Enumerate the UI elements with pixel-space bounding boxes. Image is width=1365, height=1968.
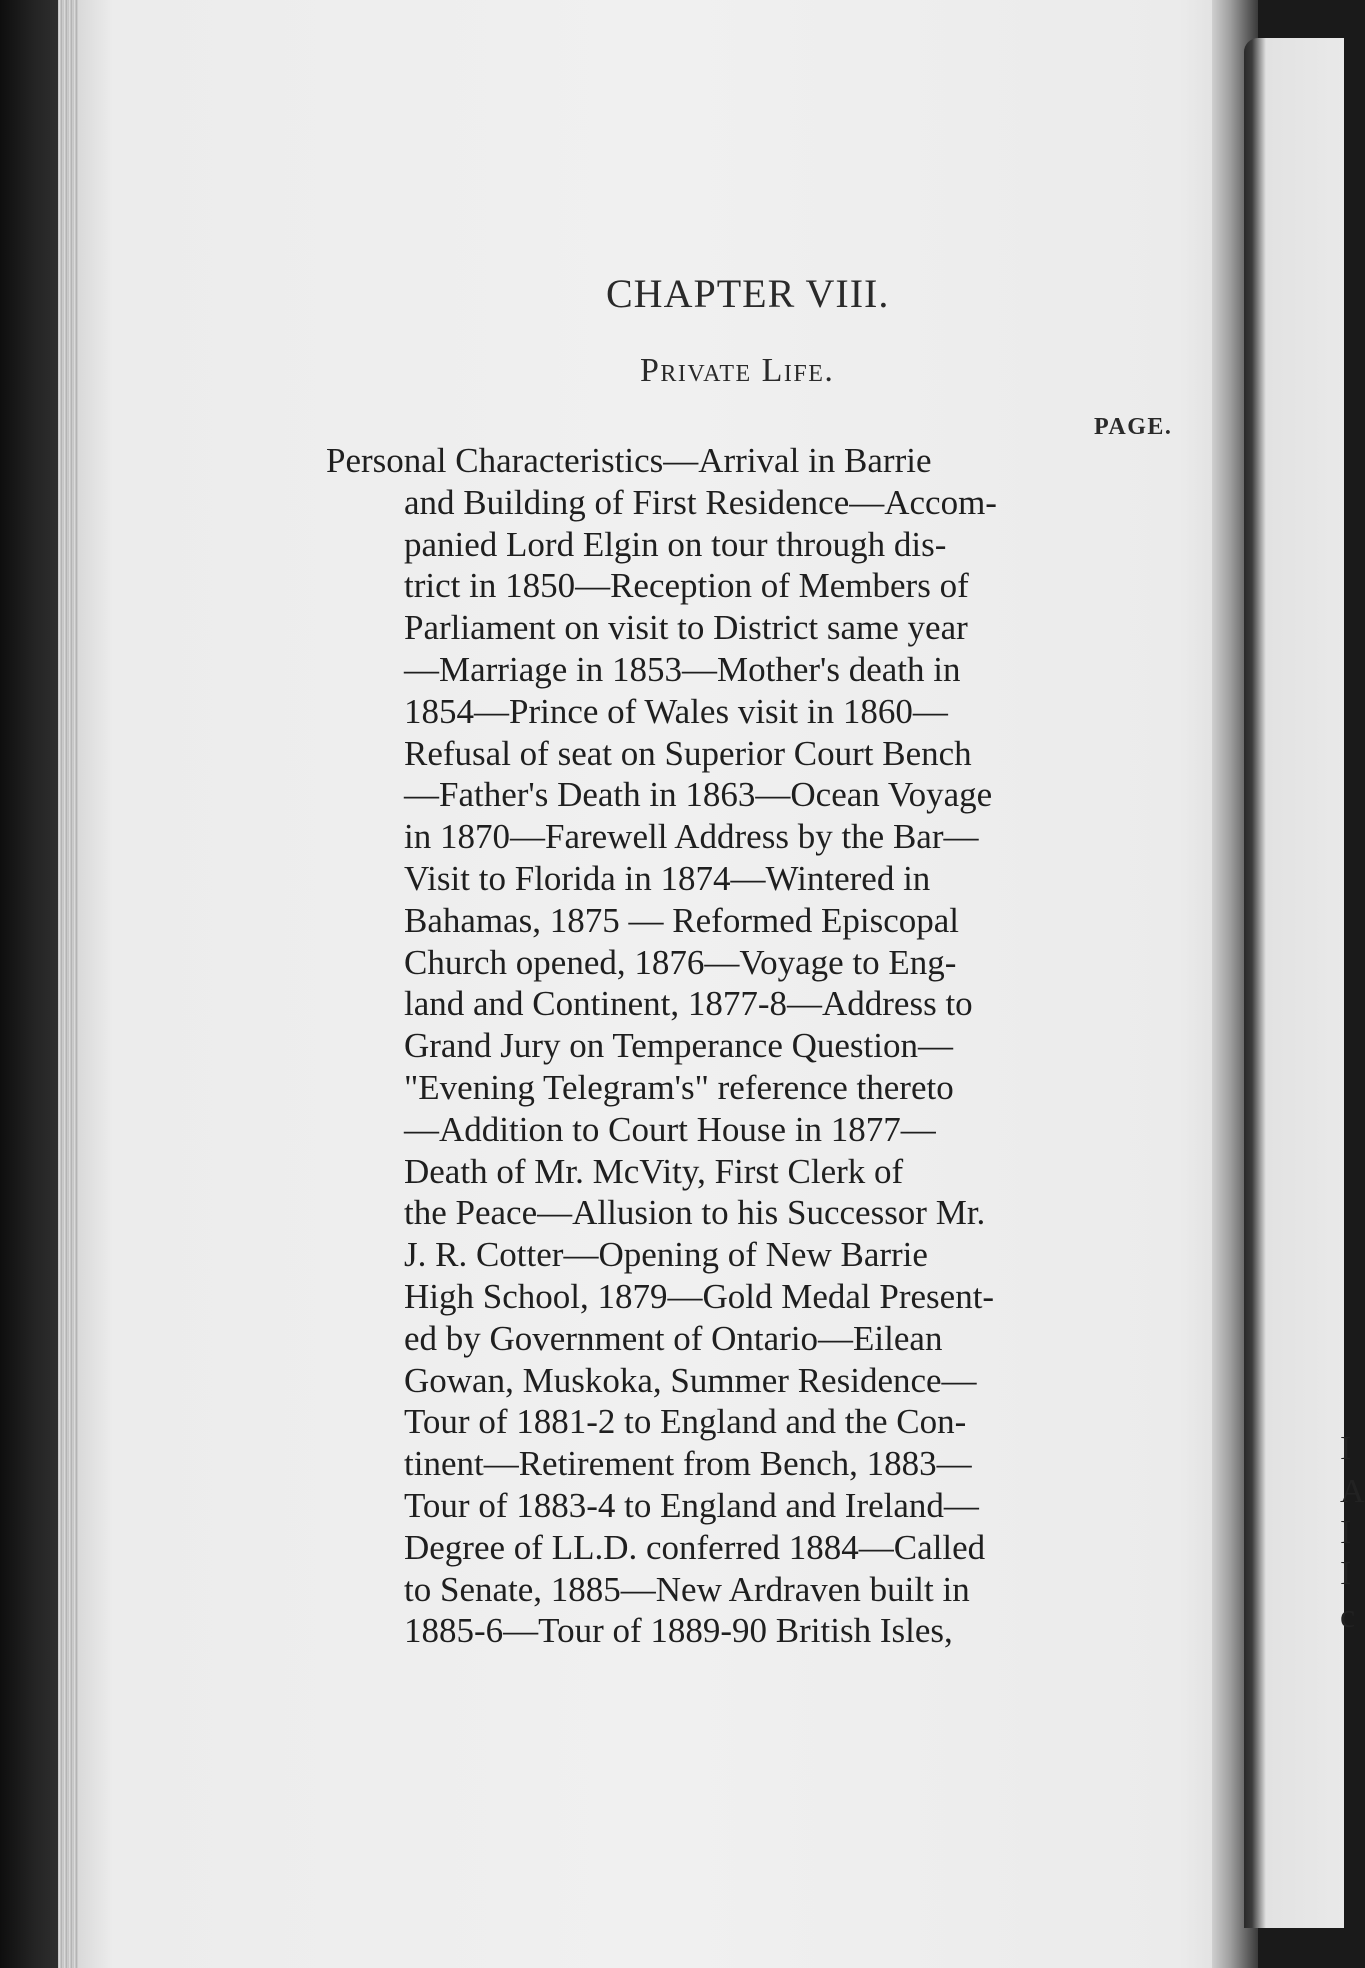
next-page-fragment: c [1340, 1598, 1356, 1635]
book-left-edge [0, 0, 58, 1968]
next-page-fragment: I [1340, 1430, 1352, 1467]
entry-line: High School, 1879—Gold Medal Present- [404, 1276, 995, 1316]
entry-line: 1854—Prince of Wales visit in 1860— [404, 691, 948, 731]
entry-line: trict in 1850—Reception of Members of [404, 566, 969, 606]
next-page-fragment: A [1340, 1473, 1365, 1510]
entry-line: the Peace—Allusion to his Successor Mr. [404, 1193, 986, 1233]
entry-line: Visit to Florida in 1874—Wintered in [404, 858, 931, 898]
entry-line: Degree of LL.D. conferred 1884—Called [404, 1527, 986, 1567]
entry-line: J. R. Cotter—Opening of New Barrie [404, 1235, 928, 1275]
entry-line: Tour of 1883-4 to England and Ireland— [404, 1485, 979, 1525]
entry-line: Tour of 1881-2 to England and the Con- [404, 1402, 967, 1442]
chapter-title: CHAPTER VIII. [606, 271, 890, 316]
section-title: Private Life. [640, 352, 835, 389]
next-page-fragment: I [1340, 1555, 1352, 1592]
entry-line: —Addition to Court House in 1877— [404, 1109, 936, 1149]
entry-line: —Father's Death in 1863—Ocean Voyage [404, 775, 993, 815]
entry-line: Grand Jury on Temperance Question— [404, 1026, 953, 1066]
entry-line: ed by Government of Ontario—Eilean [404, 1318, 943, 1358]
entry-line: panied Lord Elgin on tour through dis- [404, 524, 947, 564]
entry-line: —Marriage in 1853—Mother's death in [404, 649, 961, 689]
entry-line: 1885-6—Tour of 1889-90 British Isles, [404, 1611, 953, 1651]
entry-line: tinent—Retirement from Bench, 1883— [404, 1444, 972, 1484]
contents-entry [326, 440, 1086, 1652]
entry-line: land and Continent, 1877-8—Address to [404, 984, 973, 1024]
next-page-fragment: I [1340, 1514, 1352, 1551]
entry-line: and Building of First Residence—Accom- [404, 482, 997, 522]
entry-line: Parliament on visit to District same year [404, 608, 968, 648]
entry-line: Gowan, Muskoka, Summer Residence— [404, 1360, 977, 1400]
entry-line: in 1870—Farewell Address by the Bar— [404, 817, 979, 857]
entry-line: Church opened, 1876—Voyage to Eng- [404, 942, 957, 982]
entry-line: Personal Characteristics—Arrival in Barrie [326, 441, 932, 480]
entry-line: Bahamas, 1875 — Reformed Episcopal [404, 900, 960, 940]
entry-line: "Evening Telegram's" reference thereto [404, 1067, 954, 1107]
entry-line: Refusal of seat on Superior Court Bench [404, 733, 972, 773]
page-stack-edges [58, 0, 80, 1968]
page-column-label: PAGE. [1094, 414, 1173, 440]
entry-line: to Senate, 1885—New Ardraven built in [404, 1569, 970, 1609]
next-page-edge [1244, 38, 1365, 1928]
entry-line: Death of Mr. McVity, First Clerk of [404, 1151, 904, 1191]
